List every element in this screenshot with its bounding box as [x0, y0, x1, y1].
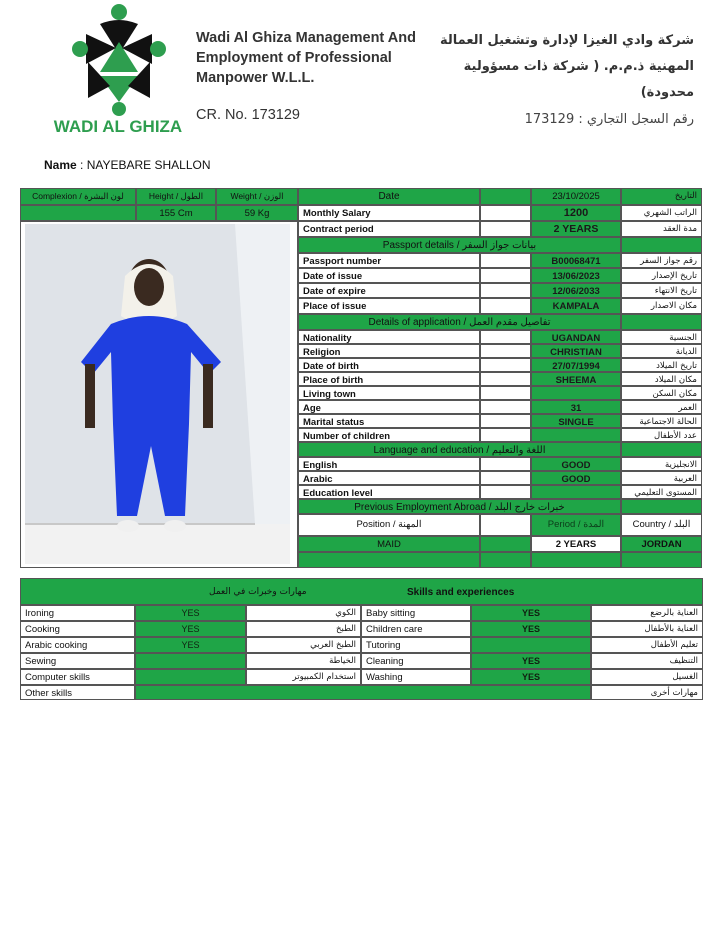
- skill-tutoring-label: Tutoring: [361, 637, 471, 653]
- row-spacer: [480, 298, 531, 314]
- passport-section-spacer: [621, 237, 702, 253]
- employment-section-spacer: [621, 499, 702, 514]
- row-spacer: [480, 536, 531, 552]
- row-spacer: [480, 268, 531, 283]
- skill-cooking-ar: الطبخ: [246, 621, 361, 637]
- english-ar: الانجليزية: [621, 457, 702, 471]
- birth-place-ar: مكان الميلاد: [621, 372, 702, 386]
- salary-ar: الراتب الشهري: [621, 205, 702, 221]
- date-value: 23/10/2025: [531, 188, 621, 205]
- birth-date-value: 27/07/1994: [531, 358, 621, 372]
- skill-sewing-value: [135, 653, 246, 669]
- education-value: [531, 485, 621, 499]
- weight-value: 59 Kg: [216, 205, 298, 221]
- skill-arabiccooking-ar: الطبخ العربي: [246, 637, 361, 653]
- row-spacer: [480, 386, 531, 400]
- skills-header-ar: مهارات وخبرات في العمل: [209, 587, 307, 597]
- date-label: Date: [298, 188, 480, 205]
- cr-number-en: CR. No. 173129: [196, 107, 300, 123]
- company-name-ar: شركة وادي الغيزا لإدارة وتشغيل العمالة المهنية ذ.م.م. ( شركة ذات مسؤولية محدودة): [439, 33, 694, 100]
- skill-ironing-ar: الكوي: [246, 605, 361, 621]
- living-town-ar: مكان السكن: [621, 386, 702, 400]
- age-value: 31: [531, 400, 621, 414]
- religion-label: Religion: [298, 344, 480, 358]
- skill-babysitting-ar: العناية بالرضع: [591, 605, 703, 621]
- religion-value: CHRISTIAN: [531, 344, 621, 358]
- height-value: 155 Cm: [136, 205, 216, 221]
- education-ar: المستوى التعليمي: [621, 485, 702, 499]
- skills-header-en: Skills and experiences: [407, 587, 515, 598]
- name-label: Name: [44, 158, 77, 172]
- employment-empty-row: [298, 552, 480, 568]
- row-spacer: [480, 344, 531, 358]
- row-spacer: [480, 330, 531, 344]
- salary-spacer: [480, 205, 531, 221]
- contract-label: Contract period: [298, 221, 480, 237]
- skill-arabiccooking-value: YES: [135, 637, 246, 653]
- passport-section-header: Passport details / بيانات جواز السفر: [298, 237, 621, 253]
- salary-value: 1200: [531, 205, 621, 221]
- skill-babysitting-label: Baby sitting: [361, 605, 471, 621]
- country-value: JORDAN: [621, 536, 702, 552]
- date-ar: التاريخ: [621, 188, 702, 205]
- skill-cleaning-value: YES: [471, 653, 591, 669]
- row-spacer: [480, 400, 531, 414]
- children-label: Number of children: [298, 428, 480, 442]
- issue-place-value: KAMPALA: [531, 298, 621, 314]
- skill-computer-value: [135, 669, 246, 685]
- english-label: English: [298, 457, 480, 471]
- birth-place-value: SHEEMA: [531, 372, 621, 386]
- skill-washing-ar: الغسيل: [591, 669, 703, 685]
- employment-empty-row: [531, 552, 621, 568]
- age-ar: العمر: [621, 400, 702, 414]
- arabic-ar: العربية: [621, 471, 702, 485]
- skill-cleaning-label: Cleaning: [361, 653, 471, 669]
- complexion-header: Complexion / لون البشرة: [20, 188, 136, 205]
- row-spacer: [480, 253, 531, 268]
- row-spacer: [480, 358, 531, 372]
- period-header: Period / المدة: [531, 514, 621, 536]
- issue-place-label: Place of issue: [298, 298, 480, 314]
- marital-status-label: Marital status: [298, 414, 480, 428]
- issue-date-ar: تاريخ الإصدار: [621, 268, 702, 283]
- row-spacer: [480, 514, 531, 536]
- skill-ironing-value: YES: [135, 605, 246, 621]
- skill-sewing-ar: الخياطة: [246, 653, 361, 669]
- issue-date-label: Date of issue: [298, 268, 480, 283]
- nationality-value: UGANDAN: [531, 330, 621, 344]
- candidate-name-line: [44, 158, 211, 172]
- skill-arabiccooking-label: Arabic cooking: [20, 637, 135, 653]
- complexion-value: [20, 205, 136, 221]
- skill-computer-ar: استخدام الكمبيوتر: [246, 669, 361, 685]
- religion-ar: الديانة: [621, 344, 702, 358]
- svg-text:WADI AL GHIZA: WADI AL GHIZA: [53, 117, 183, 136]
- skill-washing-label: Washing: [361, 669, 471, 685]
- nationality-ar: الجنسية: [621, 330, 702, 344]
- expire-date-value: 12/06/2033: [531, 283, 621, 298]
- weight-header: Weight / الوزن: [216, 188, 298, 205]
- arabic-value: GOOD: [531, 471, 621, 485]
- skill-washing-value: YES: [471, 669, 591, 685]
- living-town-value: [531, 386, 621, 400]
- language-section-spacer: [621, 442, 702, 457]
- skill-cooking-label: Cooking: [20, 621, 135, 637]
- birth-date-label: Date of birth: [298, 358, 480, 372]
- birth-date-ar: تاريخ الميلاد: [621, 358, 702, 372]
- arabic-label: Arabic: [298, 471, 480, 485]
- expire-date-label: Date of expire: [298, 283, 480, 298]
- company-logo: [40, 2, 200, 138]
- skills-header: [20, 578, 703, 605]
- birth-place-label: Place of birth: [298, 372, 480, 386]
- issue-place-ar: مكان الاصدار: [621, 298, 702, 314]
- skill-babysitting-value: YES: [471, 605, 591, 621]
- skill-childrencare-label: Children care: [361, 621, 471, 637]
- other-skills-label: Other skills: [20, 685, 135, 700]
- passport-number-value: B00068471: [531, 253, 621, 268]
- passport-number-label: Passport number: [298, 253, 480, 268]
- other-skills-value: [135, 685, 591, 700]
- language-section-header: Language and education / اللغة والتعليم: [298, 442, 621, 457]
- passport-number-ar: رقم جواز السفر: [621, 253, 702, 268]
- application-section-spacer: [621, 314, 702, 330]
- education-label: Education level: [298, 485, 480, 499]
- employment-section-header: Previous Employment Abroad / خبرات خارج البلد: [298, 499, 621, 514]
- skill-tutoring-ar: تعليم الأطفال: [591, 637, 703, 653]
- salary-label: Monthly Salary: [298, 205, 480, 221]
- skill-childrencare-ar: العناية بالأطفال: [591, 621, 703, 637]
- row-spacer: [480, 457, 531, 471]
- company-name-en: Wadi Al Ghiza Management And Employment of Professional Manpower W.L.L.: [196, 30, 416, 86]
- marital-status-value: SINGLE: [531, 414, 621, 428]
- skill-cleaning-ar: التنظيف: [591, 653, 703, 669]
- skill-cooking-value: YES: [135, 621, 246, 637]
- row-spacer: [480, 485, 531, 499]
- row-spacer: [480, 414, 531, 428]
- marital-status-ar: الحالة الاجتماعية: [621, 414, 702, 428]
- employment-empty-row: [621, 552, 702, 568]
- nationality-label: Nationality: [298, 330, 480, 344]
- contract-spacer: [480, 221, 531, 237]
- issue-date-value: 13/06/2023: [531, 268, 621, 283]
- expire-date-ar: تاريخ الانتهاء: [621, 283, 702, 298]
- row-spacer: [480, 283, 531, 298]
- other-skills-ar: مهارات أخرى: [591, 685, 703, 700]
- skill-computer-label: Computer skills: [20, 669, 135, 685]
- application-section-header: Details of application / تفاصيل مقدم العمل: [298, 314, 621, 330]
- skill-sewing-label: Sewing: [20, 653, 135, 669]
- contract-ar: مدة العقد: [621, 221, 702, 237]
- children-ar: عدد الأطفال: [621, 428, 702, 442]
- contract-value: 2 YEARS: [531, 221, 621, 237]
- candidate-photo: [25, 224, 290, 564]
- row-spacer: [480, 471, 531, 485]
- country-header: Country / البلد: [621, 514, 702, 536]
- candidate-name: : NAYEBARE SHALLON: [80, 158, 211, 172]
- skill-tutoring-value: [471, 637, 591, 653]
- row-spacer: [480, 428, 531, 442]
- cr-number-ar: رقم السجل التجاري : 173129: [524, 112, 694, 127]
- position-value: MAID: [298, 536, 480, 552]
- skill-ironing-label: Ironing: [20, 605, 135, 621]
- english-value: GOOD: [531, 457, 621, 471]
- row-spacer: [480, 372, 531, 386]
- height-header: Height / الطول: [136, 188, 216, 205]
- employment-empty-row: [480, 552, 531, 568]
- children-value: [531, 428, 621, 442]
- age-label: Age: [298, 400, 480, 414]
- date-spacer: [480, 188, 531, 205]
- period-value: 2 YEARS: [531, 536, 621, 552]
- living-town-label: Living town: [298, 386, 480, 400]
- skill-childrencare-value: YES: [471, 621, 591, 637]
- position-header: Position / المهنة: [298, 514, 480, 536]
